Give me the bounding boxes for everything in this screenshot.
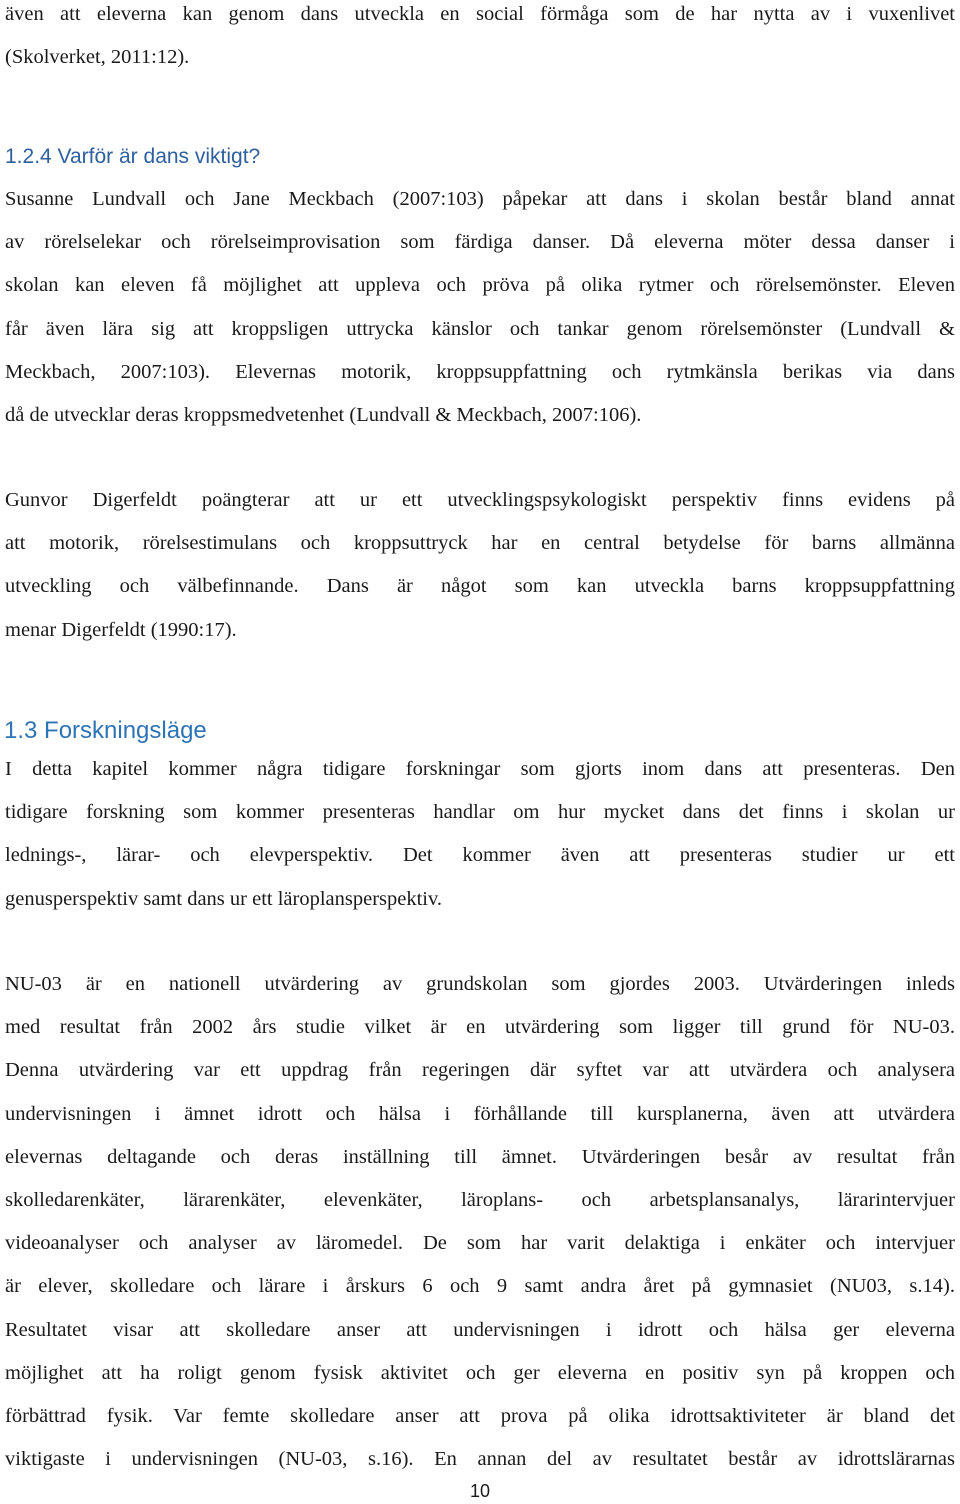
text-line: skolan kan eleven få möjlighet att uppleva och pröva på olika rytmer och rörelsemönster. Eleven xyxy=(5,274,955,297)
paragraph-nu03 xyxy=(5,963,955,1481)
text-line: tidigare forskning som kommer presenteras handlar om hur mycket dans det finns i skolan ur xyxy=(5,801,955,824)
text-line: Meckbach, 2007:103). Elevernas motorik, kroppsuppfattning och rytmkänsla berikas via dans xyxy=(5,360,955,383)
section-heading: 1.3 Forskningsläge xyxy=(4,717,207,744)
text-line: lednings-, lärar- och elevperspektiv. Det kommer även att presenteras studier ur ett xyxy=(5,844,955,867)
paragraph-digerfeldt xyxy=(5,479,955,652)
paragraph-top xyxy=(5,0,955,79)
text-line: utveckling och välbefinnande. Dans är något som kan utveckla barns kroppsuppfattning xyxy=(5,575,955,598)
subsection-heading: 1.2.4 Varför är dans viktigt? xyxy=(5,145,261,168)
text-line: Denna utvärdering var ett uppdrag från regeringen där syftet var att utvärdera och analysera xyxy=(5,1059,955,1082)
text-line: får även lära sig att kroppsligen uttrycka känslor och tankar genom rörelsemönster (Lundvall & xyxy=(5,317,955,340)
text-line: viktigaste i undervisningen (NU-03, s.16). En annan del av resultatet består av idrottslärarnas xyxy=(5,1448,955,1471)
text-line: förbättrad fysik. Var femte skolledare anser att prova på olika idrottsaktiviteter är bland det xyxy=(5,1404,955,1427)
text-line: av rörelselekar och rörelseimprovisation som färdiga danser. Då eleverna möter dessa danser i xyxy=(5,231,955,254)
text-line: Susanne Lundvall och Jane Meckbach (2007:103) påpekar att dans i skolan består bland annat xyxy=(5,188,955,210)
text-line: undervisningen i ämnet idrott och hälsa i förhållande till kursplanerna, även att utvärdera xyxy=(5,1102,955,1125)
page-number: 10 xyxy=(469,1481,491,1501)
paragraph-forskning xyxy=(5,748,955,921)
text-line: möjlighet att ha roligt genom fysisk aktivitet och ger eleverna en positiv syn på kroppen och xyxy=(5,1361,955,1384)
text-line: menar Digerfeldt (1990:17). xyxy=(5,618,237,641)
text-line: videoanalyser och analyser av läromedel. De som har varit delaktiga i enkäter och intervjuer xyxy=(5,1232,955,1255)
text-line: (Skolverket, 2011:12). xyxy=(5,46,190,69)
text-line: skolledarenkäter, lärarenkäter, elevenkäter, läroplans- och arbetsplansanalys, lärarintervjuer xyxy=(5,1188,955,1211)
text-line: Gunvor Digerfeldt poängterar att ur ett utvecklingspsykologiskt perspektiv finns evidens på xyxy=(5,489,955,511)
text-line: är elever, skolledare och lärare i årskurs 6 och 9 samt andra året på gymnasiet (NU03, s.14). xyxy=(5,1275,955,1298)
text-line: NU-03 är en nationell utvärdering av grundskolan som gjordes 2003. Utvärderingen inleds xyxy=(5,973,955,995)
text-line: att motorik, rörelsestimulans och kroppsuttryck har en central betydelse för barns allmänna xyxy=(5,532,955,555)
text-line: genusperspektiv samt dans ur ett läroplansperspektiv. xyxy=(5,887,443,910)
text-line: även att eleverna kan genom dans utveckla en social förmåga som de har nytta av i vuxenlivet xyxy=(5,3,955,25)
text-line: elevernas deltagande och deras inställning till ämnet. Utvärderingen besår av resultat från xyxy=(5,1145,955,1168)
text-line: Resultatet visar att skolledare anser att undervisningen i idrott och hälsa ger eleverna xyxy=(5,1318,955,1341)
text-line: med resultat från 2002 års studie vilket är en utvärdering som ligger till grund för NU-03. xyxy=(5,1016,955,1039)
paragraph-dans xyxy=(5,178,955,437)
text-line: då de utvecklar deras kroppsmedvetenhet (Lundvall & Meckbach, 2007:106). xyxy=(5,403,642,426)
text-line: I detta kapitel kommer några tidigare forskningar som gjorts inom dans att presenteras. Den xyxy=(5,758,955,780)
